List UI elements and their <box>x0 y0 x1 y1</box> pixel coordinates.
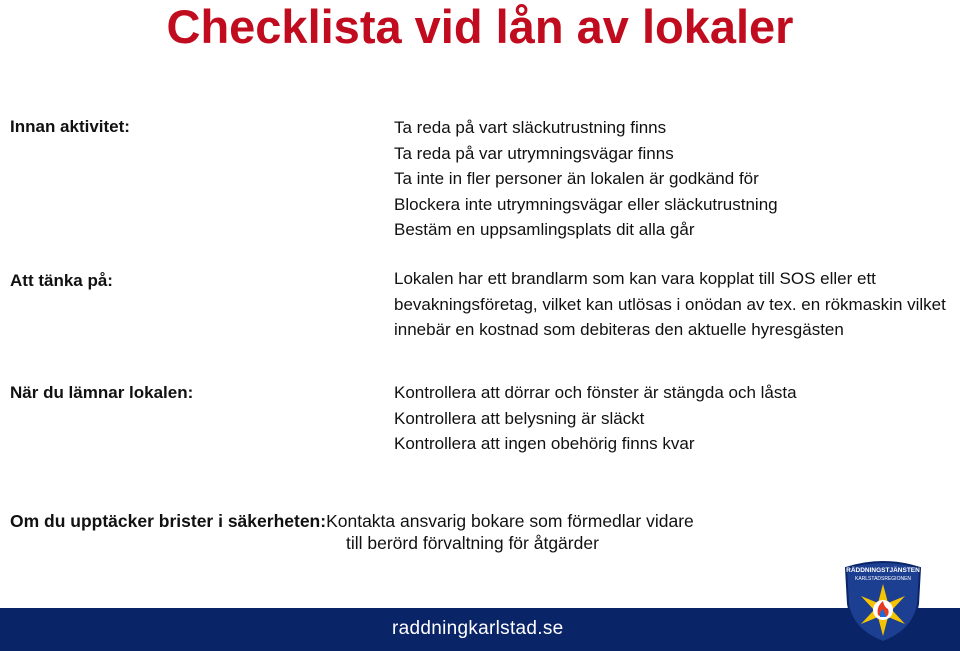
page-title: Checklista vid lån av lokaler <box>166 0 794 53</box>
svg-text:RÄDDNINGSTJÄNSTEN: RÄDDNINGSTJÄNSTEN <box>846 567 920 574</box>
list-item: Ta inte in fler personer än lokalen är godkänd för <box>394 169 759 188</box>
footer-url[interactable]: raddningkarlstad.se <box>392 618 564 639</box>
list-item: Kontrollera att dörrar och fönster är stängda och låsta <box>394 383 797 402</box>
consider-block <box>394 266 954 343</box>
list-item: Bestäm en uppsamlingsplats dit alla går <box>394 220 695 239</box>
before-list <box>394 115 954 243</box>
footer-bar <box>0 608 960 651</box>
section-label-before: Innan aktivitet: <box>10 117 130 136</box>
leaving-list <box>394 380 954 457</box>
deficiency-notice <box>10 510 694 554</box>
svg-text:KARLSTADSREGIONEN: KARLSTADSREGIONEN <box>854 576 912 582</box>
deficiency-text-line2: till berörd förvaltning för åtgärder <box>346 533 599 553</box>
list-item: Kontrollera att belysning är släckt <box>394 408 645 428</box>
list-item: Kontrollera att ingen obehörig finns kvar <box>394 434 695 453</box>
list-item: Ta reda på vart släckutrustning finns <box>394 118 667 137</box>
list-item: Blockera inte utrymningsvägar eller släckutrustning <box>394 194 778 214</box>
deficiency-label: Om du upptäcker brister i säkerheten: <box>10 511 327 531</box>
list-item: Ta reda på var utrymningsvägar finns <box>394 143 674 163</box>
shield-star-logo-icon <box>838 558 928 644</box>
section-label-consider: Att tänka på: <box>10 271 113 290</box>
section-label-leaving: När du lämnar lokalen: <box>10 383 194 402</box>
consider-text: Lokalen har ett brandlarm som kan vara kopplat till SOS eller ett bevakningsföretag, vilket kan utlösas i onödan av tex. en rökmaskin vilket innebär en kostnad som debiteras den aktuelle hyresgästen <box>394 269 946 339</box>
deficiency-text-line1: Kontakta ansvarig bokare som förmedlar vidare <box>326 511 694 531</box>
